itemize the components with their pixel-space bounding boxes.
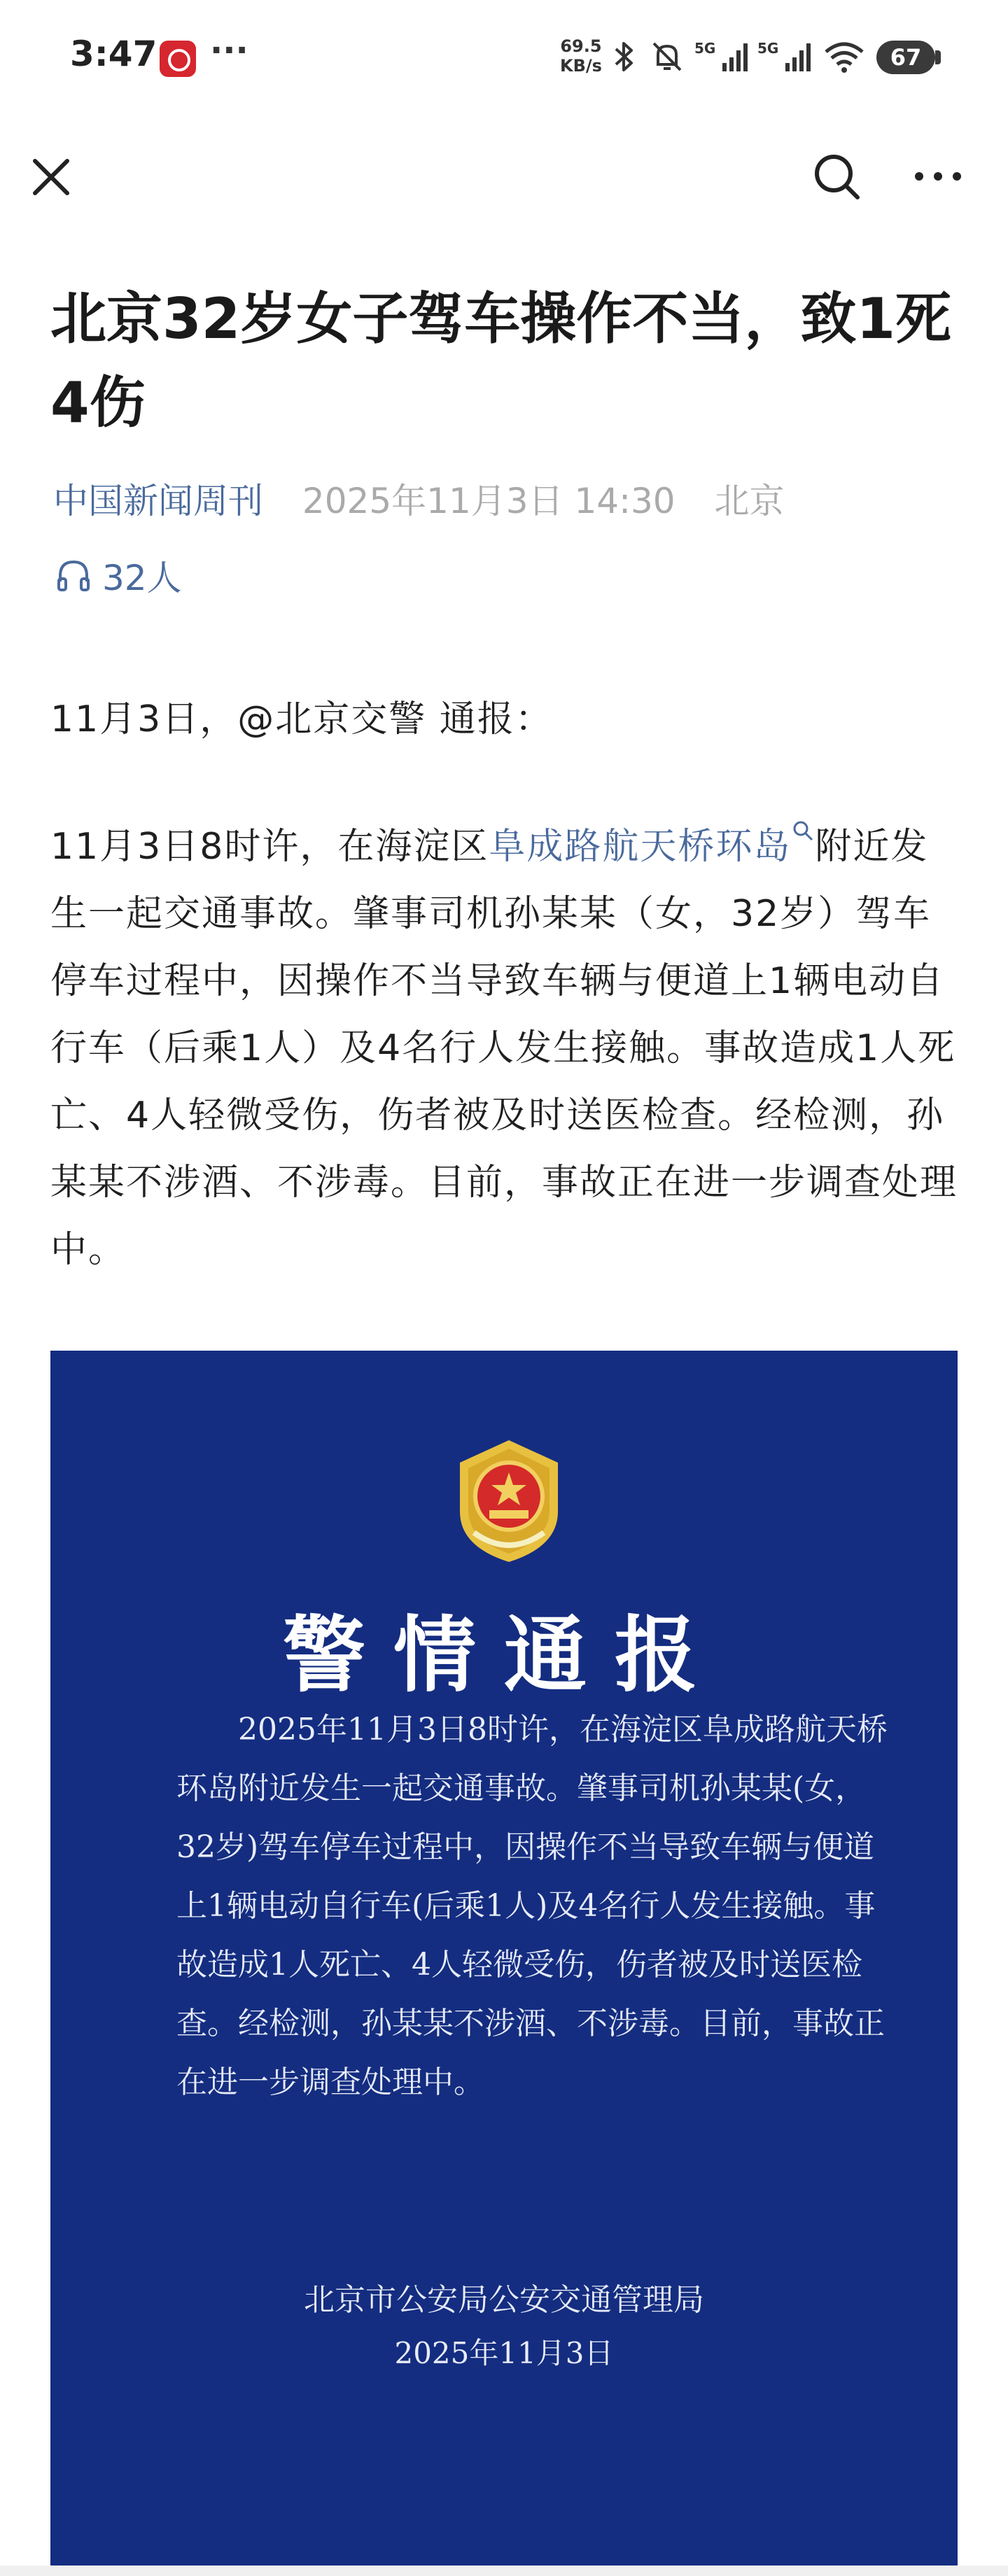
article-body-part-1: 11月3日8时许，在海淀区 (50, 826, 489, 868)
notice-date: 2025年11月3日 (394, 2336, 614, 2370)
notice-organization: 北京市公安局公安交通管理局 (304, 2282, 704, 2318)
bluetooth-icon (610, 39, 638, 74)
headphones-icon (55, 556, 92, 594)
listen-count-label: 32人 (102, 558, 182, 598)
signal-5g-icon-2 (756, 39, 812, 74)
network-speed-value: 69.5 (560, 36, 602, 56)
police-emblem-icon (446, 1435, 572, 1568)
mute-bell-icon (650, 39, 685, 74)
status-time: 3:47 (70, 34, 158, 74)
article-date: 2025年11月3日 14:30 (302, 481, 676, 521)
wifi-icon (823, 39, 865, 74)
article-meta (53, 473, 784, 523)
bottom-strip (0, 2566, 1008, 2576)
link-search-icon[interactable] (791, 819, 815, 843)
app-notification-icon (160, 41, 196, 77)
more-icon[interactable] (906, 148, 969, 204)
signal-5g-icon-1 (693, 39, 749, 74)
notice-title: 警情通报 (282, 1606, 725, 1703)
signal-5g-label-1: 5G (694, 40, 716, 57)
listen-count[interactable] (55, 550, 182, 600)
network-speed (560, 36, 602, 76)
signal-5g-label-2: 5G (757, 40, 779, 57)
search-icon[interactable] (808, 148, 864, 204)
notice-body: 2025年11月3日8时许，在海淀区阜成路航天桥环岛附近发生一起交通事故。肇事司机孙某某(女，32岁)驾车停车过程中，因操作不当导致车辆与便道上1辆电动自行车(后乘1人)及4名行人发生接触。事故造成1人死亡、4人轻微受伤，伤者被及时送医检查。经检测，孙某某不涉酒、不涉毒。目前，事故正在进一步调查处理中。 (176, 1712, 888, 2100)
article-body (50, 813, 960, 1283)
status-bar (0, 0, 1008, 119)
battery-tip (935, 50, 941, 64)
article-source[interactable]: 中国新闻周刊 (53, 481, 263, 521)
battery-indicator: 67 (876, 41, 935, 74)
more-notifications-icon: ··· (210, 31, 248, 70)
network-speed-unit: KB/s (560, 56, 602, 76)
article-body-part-2: 附近发生一起交通事故。肇事司机孙某某（女，32岁）驾车停车过程中，因操作不当导致车辆与便道上1辆电动自行车（后乘1人）及4名行人发生接触。事故造成1人死亡、4人轻微受伤，伤者被及时送医检查。经检测，孙某某不涉酒、不涉毒。目前，事故正在进一步调查处理中。 (50, 826, 958, 1271)
article-location: 北京 (714, 481, 785, 521)
close-icon[interactable] (27, 153, 76, 202)
police-notice-image[interactable] (50, 1351, 958, 2566)
location-link[interactable]: 阜成路航天桥环岛 (489, 826, 792, 868)
article-intro: 11月3日，@北京交警 通报： (50, 698, 553, 740)
article-title: 北京32岁女子驾车操作不当，致1死4伤 (50, 286, 951, 435)
